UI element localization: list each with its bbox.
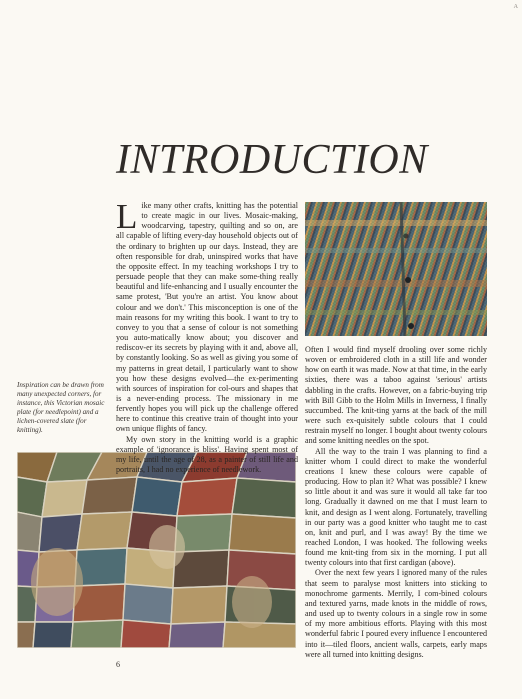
paragraph-2: My own story in the knitting world is a graphic example of 'ignorance is bliss'. Having spent most of my life, until the age of 28, as a painter of still life and portraits, I had no experience of needlework. — [116, 434, 298, 475]
paragraph-5: Over the next few years I ignored many of the rules that seem to paralyse most knitters into sticking to monochrome garments. Merrily, I com-bined colours and textured yarns, made knots in the middle of rows, and used up to twenty colours in a single row in some of my more ambitious efforts. Playing with this most wonderful fabric I poured every influence I encountered into it—tiled floors, ancient walls, carpets, early maps were all turned into knitting designs. — [305, 568, 487, 659]
page-number: 6 — [116, 660, 120, 669]
paragraph-4: All the way to the train I was planning to find a knitter whom I could direct to make the wonderful creations I knew these colours were capable of producing. How to plan it? What was possible? I knew so little about it and was sure it would all take far too long. Gradually it dawned on me that I must learn to knit, and design as I went along. Fortunately, travelling in our party was a good knitter who taught me to cast on, knit and purl, and I was away! By the time we reached London, I was hooked. The following weeks found me knit-ting from six in the morning. I put all twenty colours into that first cardigan (above). — [305, 446, 487, 568]
body-column-right — [305, 345, 487, 660]
page-title: INTRODUCTION — [116, 137, 428, 183]
body-column-left — [116, 197, 298, 475]
corner-mark: A — [513, 4, 518, 10]
mosaic-plate-photo — [17, 452, 296, 648]
drop-cap: L — [116, 197, 138, 236]
photo-caption: Inspiration can be drawn from many unexpected corners, for instance, this Victorian mosaic plate (for needlepoint) and a lichen-covered slate (for knitting). — [17, 381, 105, 434]
paragraph-1 — [116, 197, 298, 435]
paragraph-3: Often I would find myself drooling over some richly woven or embroidered cloth in a still life and wonder how on earth it was made. Now at that time, in the early sixties, there was a taboo against 'serious' artists dabbling in the crafts. However, on a fabric-buying trip with Bill Gibb to the Holm Mills in Inverness, I finally succumbed. The knit-ting yarns at the back of the mill were such ex-quisitely subtle colours that I could restrain myself no longer. I bought about twenty colours and some knitting needles on the spot. — [305, 345, 487, 446]
paragraph-1-text: ike many other crafts, knitting has the potential to create magic in our lives. Mosaic-making, woodcarving, tapestry, quilting and so on, are all capable of lifting every-day household objects out of the ordinary to brighten up our days. Instead, they are often responsible for drab, uninspired works that have the opposite effect. In my teaching workshops I try to persuade people that they can make some-thing really beautiful and life-enhancing and I usually encounter the same protest, 'But you're an artist. You know about colour and we don't.' This misconception is one of the main reasons for my writing this book. I want to try to convey to you that a sense of colour is not something you auto-matically know about; you discover and rediscov-er its secrets by playing with it and, above all, by constantly looking. So as well as giving you some of my patterns in great detail, I particularly want to show you how these designs evolved—the ex-perimenting with sources of inspiration for col-ours and shapes that is a never-ending process. The missionary in me fervently hopes you will pick up the challenge offered here to continue this creative train of thought into your own unique flights of fancy. — [116, 201, 298, 434]
cardigan-photo — [305, 202, 487, 336]
